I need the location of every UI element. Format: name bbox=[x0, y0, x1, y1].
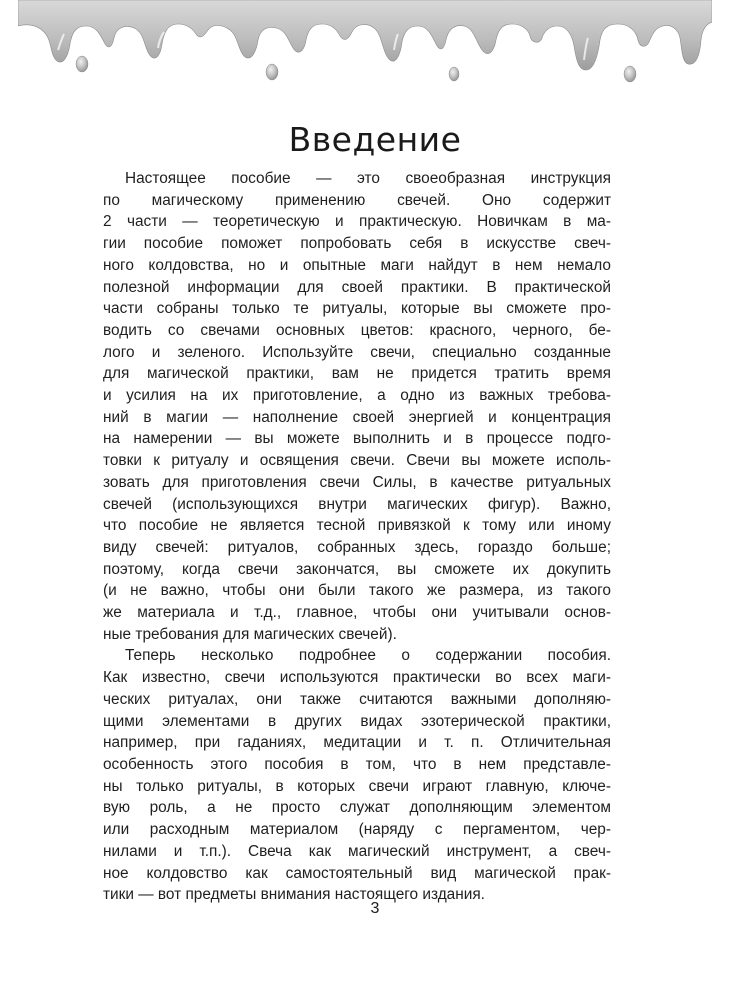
text-line: Настоящее пособие — это своеобразная инструкция bbox=[125, 170, 611, 187]
text-line: ного колдовства, но и опытные маги найдут в нем немало bbox=[103, 256, 611, 274]
page-number: 3 bbox=[370, 900, 380, 917]
paragraph-2 bbox=[103, 645, 611, 905]
paragraph-1 bbox=[103, 168, 611, 645]
text-line: что пособие не является тесной привязкой к тому или иному bbox=[103, 517, 611, 535]
text-line: водить со свечами основных цветов: красного, черного, бе- bbox=[103, 321, 611, 339]
body-text bbox=[103, 168, 611, 906]
text-line: ний в магии — наполнение своей энергией и концентрация bbox=[103, 408, 611, 426]
text-line: 2 части — теоретическую и практическую. Новичкам в ма- bbox=[103, 213, 611, 231]
text-line: например, при гаданиях, медитации и т. п. Отличительная bbox=[103, 734, 611, 752]
text-line: (и не важно, чтобы они были такого же размера, из такого bbox=[103, 582, 611, 600]
text-line: свечей (использующихся внутри магических фигур). Важно, bbox=[103, 495, 611, 513]
text-line: Теперь несколько подробнее о содержании пособия. bbox=[125, 647, 611, 665]
text-line: поэтому, когда свечи закончатся, вы сможете их докупить bbox=[103, 560, 611, 578]
text-line: Как известно, свечи используются практически во всех маги- bbox=[103, 669, 611, 687]
text-line: зовать для приготовления свечи Силы, в качестве ритуальных bbox=[103, 473, 611, 491]
page-title: Введение bbox=[288, 120, 462, 159]
text-line: по магическому применению свечей. Оно содержит bbox=[103, 191, 611, 209]
text-line: ческих ритуалах, они также считаются важными дополняю- bbox=[103, 690, 611, 708]
text-line: товки к ритуалу и освящения свечи. Свечи вы можете исполь- bbox=[103, 452, 611, 470]
text-line: лого и зеленого. Используйте свечи, специально созданные bbox=[103, 343, 611, 361]
dripping-wax-border bbox=[18, 0, 712, 90]
text-line: виду свечей: ритуалов, собранных здесь, гораздо больше; bbox=[103, 538, 611, 556]
text-line: нилами и т.п.). Свеча как магический инструмент, а свеч- bbox=[103, 842, 611, 860]
text-line: особенность этого пособия в том, что в нем представле- bbox=[103, 755, 611, 773]
text-line: части собраны только те ритуалы, которые вы сможете про- bbox=[103, 300, 611, 318]
text-line: же материала и т.д., главное, чтобы они учитывали основ- bbox=[103, 604, 611, 622]
text-line: для магической практики, вам не придется тратить время bbox=[103, 365, 611, 383]
text-line: ные требования для магических свечей). bbox=[103, 625, 397, 643]
text-line: ны только ритуалы, в которых свечи играют главную, ключе- bbox=[103, 777, 611, 795]
text-line: на намерении — вы можете выполнить и в процессе подго- bbox=[103, 430, 611, 448]
text-line: ное колдовство как самостоятельный вид магической прак- bbox=[103, 864, 611, 882]
text-line: полезной информации для своей практики. В практической bbox=[103, 278, 611, 296]
text-line: гии пособие поможет попробовать себя в искусстве свеч- bbox=[103, 235, 611, 253]
text-line: или расходным материалом (наряду с пергаментом, чер- bbox=[103, 821, 611, 839]
text-line: и усилия на их приготовление, а одно из важных требова- bbox=[103, 387, 611, 405]
text-line: вую роль, а не просто служат дополняющим элементом bbox=[103, 799, 611, 817]
text-line: щими элементами в других видах эзотерической практики, bbox=[103, 712, 611, 730]
text-line: тики — вот предметы внимания настоящего издания. bbox=[103, 886, 485, 904]
